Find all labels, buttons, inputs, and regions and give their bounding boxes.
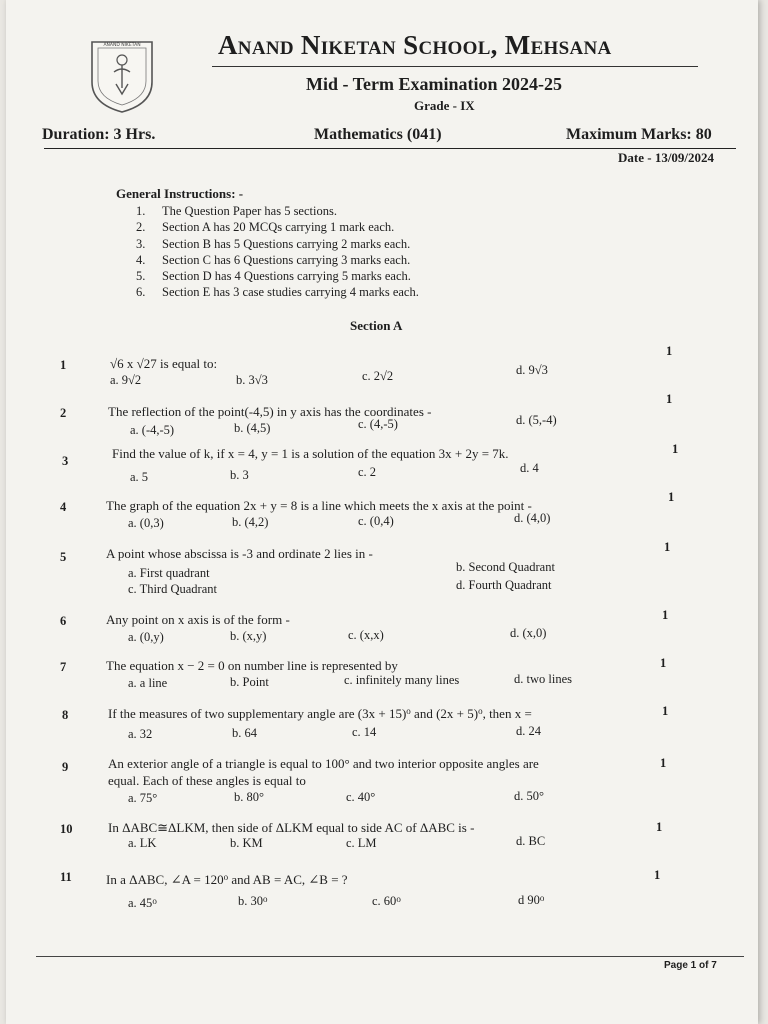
option-c: c. LM (346, 836, 377, 850)
option-a: a. (-4,-5) (130, 423, 175, 437)
option-b: b. 30$^o$ (238, 894, 268, 908)
question-text: In a ΔABC, ∠A = $120^o$ and AB = AC, ∠B = ? (106, 872, 348, 887)
option-d: d. BC (516, 834, 546, 848)
option-b: b. 64 (232, 726, 257, 740)
question-number: 11 (60, 870, 72, 884)
question-mark: 1 (662, 608, 669, 622)
option-b: b. 80° (234, 790, 264, 804)
option-d: d. two lines (514, 672, 572, 686)
question-mark: 1 (660, 756, 667, 770)
option-a: a. 5 (130, 470, 149, 484)
instructions-title: General Instructions: - (116, 186, 244, 201)
option-d: d. (x,0) (510, 626, 547, 640)
option-a: a. (0,3) (128, 516, 164, 530)
option-c: c. Third Quadrant (128, 582, 217, 596)
instruction-item: 2. Section A has 20 MCQs carrying 1 mark each. (136, 220, 395, 235)
option-d: d. 9√3 (516, 363, 548, 377)
option-b: b. Second Quadrant (456, 560, 555, 574)
option-c: c. 2√2 (362, 369, 394, 383)
option-a: a. 75° (128, 791, 158, 805)
instruction-item: 6. Section E has 3 case studies carrying 4 marks each. (136, 285, 419, 300)
question-number: 7 (60, 660, 67, 674)
question-mark: 1 (666, 392, 673, 406)
option-c: c. (x,x) (348, 628, 384, 642)
exam-paper (6, 0, 758, 1024)
option-d: d. (5,-4) (516, 413, 557, 427)
option-b: b. 3 (230, 468, 249, 482)
grade-label: Grade - IX (414, 98, 475, 113)
option-b: b. (x,y) (230, 629, 267, 643)
footer-rule (36, 956, 744, 957)
question-number: 1 (60, 358, 67, 372)
school-name: Anand Niketan School, Mehsana (218, 30, 612, 60)
exam-date: Date - 13/09/2024 (618, 150, 715, 165)
option-d: d. 24 (516, 724, 541, 738)
question-text: Any point on x axis is of the form - (106, 612, 290, 627)
question-text-line2: equal. Each of these angles is equal to (108, 773, 306, 788)
question-text: In ΔABC≅ΔLKM, then side of ΔLKM equal to side AC of ΔABC is - (108, 820, 475, 835)
question-text: The reflection of the point(-4,5) in y axis has the coordinates - (108, 404, 432, 419)
option-c: c. 60$^o$ (372, 894, 401, 908)
option-b: b. (4,2) (232, 515, 269, 529)
page-number: Page 1 of 7 (664, 960, 717, 971)
question-mark: 1 (654, 868, 661, 882)
option-d: d. 50° (514, 789, 544, 803)
option-b: b. Point (230, 675, 269, 689)
question-number: 3 (62, 454, 69, 468)
question-mark: 1 (656, 820, 663, 834)
option-d: d 90$^o$ (518, 893, 545, 907)
option-c: c. (0,4) (358, 514, 394, 528)
max-marks-label: Maximum Marks: 80 (566, 126, 712, 143)
instruction-item: 5. Section D has 4 Questions carrying 5 marks each. (136, 269, 411, 284)
option-d: d. Fourth Quadrant (456, 578, 552, 592)
subject-label: Mathematics (041) (314, 126, 442, 143)
question-number: 2 (60, 406, 67, 420)
question-mark: 1 (668, 490, 675, 504)
option-c: c. (4,-5) (358, 417, 398, 431)
question-mark: 1 (664, 540, 671, 554)
question-text: If the measures of two supplementary angle are $(3x + 15)^o$ and $(2x + 5)^o$, then x = (108, 706, 532, 721)
question-number: 10 (60, 822, 73, 836)
school-logo (86, 36, 158, 114)
option-b: b. 3√3 (236, 373, 268, 387)
option-c: c. infinitely many lines (344, 673, 460, 687)
option-b: b. KM (230, 836, 263, 850)
option-b: b. (4,5) (234, 421, 271, 435)
header-rule (212, 66, 698, 67)
question-mark: 1 (662, 704, 669, 718)
question-text: The equation x − 2 = 0 on number line is represented by (106, 658, 398, 673)
option-a: a. (0,y) (128, 630, 164, 644)
instructions-list (136, 203, 419, 301)
option-d: d. (4,0) (514, 511, 551, 525)
exam-title: Mid - Term Examination 2024-25 (306, 74, 563, 94)
option-c: c. 14 (352, 725, 377, 739)
option-a: a. LK (128, 836, 157, 850)
question-number: 4 (60, 500, 67, 514)
instruction-item: 3. Section B has 5 Questions carrying 2 marks each. (136, 236, 411, 251)
option-c: c. 2 (358, 465, 377, 479)
question-mark: 1 (666, 344, 673, 358)
question-number: 6 (60, 614, 67, 628)
question-text: A point whose abscissa is -3 and ordinate 2 lies in - (106, 546, 373, 561)
question-text: √6 x √27 is equal to: (110, 356, 218, 371)
section-a-title: Section A (350, 318, 403, 333)
svg-text:ANAND NIKETAN: ANAND NIKETAN (103, 43, 141, 48)
question-number: 5 (60, 550, 67, 564)
header-divider (44, 148, 736, 149)
question-mark: 1 (660, 656, 667, 670)
option-a: a. First quadrant (128, 566, 210, 580)
question-number: 9 (62, 760, 69, 774)
duration-label: Duration: 3 Hrs. (42, 126, 156, 143)
option-a: a. a line (128, 676, 168, 690)
instruction-item: 4. Section C has 6 Questions carrying 3 marks each. (136, 252, 411, 267)
question-text: The graph of the equation 2x + y = 8 is a line which meets the x axis at the point - (106, 498, 532, 513)
instruction-item: 1. The Question Paper has 5 sections. (136, 204, 337, 218)
option-a: a. 45$^o$ (128, 896, 157, 910)
question-mark: 1 (672, 442, 679, 456)
question-number: 8 (62, 708, 69, 722)
option-c: c. 40° (346, 790, 376, 804)
option-a: a. 32 (128, 727, 153, 741)
question-text: An exterior angle of a triangle is equal to 100° and two interior opposite angles are (108, 756, 539, 771)
option-a: a. 9√2 (110, 373, 142, 387)
option-d: d. 4 (520, 461, 539, 475)
question-text: Find the value of k, if x = 4, y = 1 is a solution of the equation 3x + 2y = 7k. (112, 446, 509, 461)
